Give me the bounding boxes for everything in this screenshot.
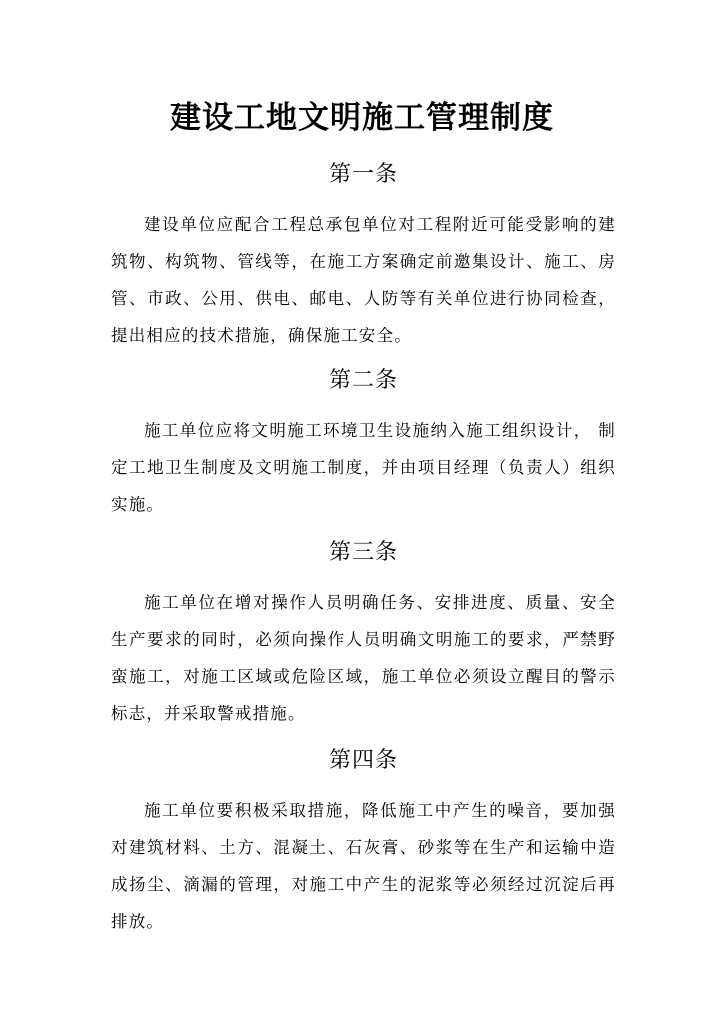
article-section bbox=[111, 746, 616, 940]
article-heading: 第三条 bbox=[328, 540, 398, 565]
article-body: 建设单位应配合工程总承包单位对工程附近可能受影响的建筑物、构筑物、管线等，在施工方案确定前邀集设计、施工、房管、市政、公用、供电、邮电、人防等有关单位进行协同检查，提出相应的技术措施，确保施工安全。 bbox=[111, 215, 616, 345]
article-section bbox=[111, 160, 616, 354]
article-heading: 第一条 bbox=[328, 162, 398, 187]
article-heading: 第四条 bbox=[328, 748, 398, 773]
document-title: 建设工地文明施工管理制度 bbox=[170, 100, 554, 136]
article-section bbox=[111, 538, 616, 732]
article-section bbox=[111, 366, 616, 523]
article-body: 施工单位应将文明施工环境卫生设施纳入施工组织设计， 制定工地卫生制度及文明施工制度，并由项目经理（负责人）组织实施。 bbox=[111, 421, 616, 514]
article-body: 施工单位在增对操作人员明确任务、安排进度、质量、安全生产要求的同时，必须向操作人员明确文明施工的要求，严禁野蛮施工，对施工区域或危险区域，施工单位必须设立醒目的警示标志，并采取警戒措施。 bbox=[111, 593, 616, 723]
article-body: 施工单位要积极采取措施，降低施工中产生的噪音，要加强对建筑材料、土方、混凝土、石灰膏、砂浆等在生产和运输中造成扬尘、滴漏的管理，对施工中产生的泥浆等必须经过沉淀后再排放。 bbox=[111, 801, 616, 931]
article-heading: 第二条 bbox=[328, 368, 398, 393]
